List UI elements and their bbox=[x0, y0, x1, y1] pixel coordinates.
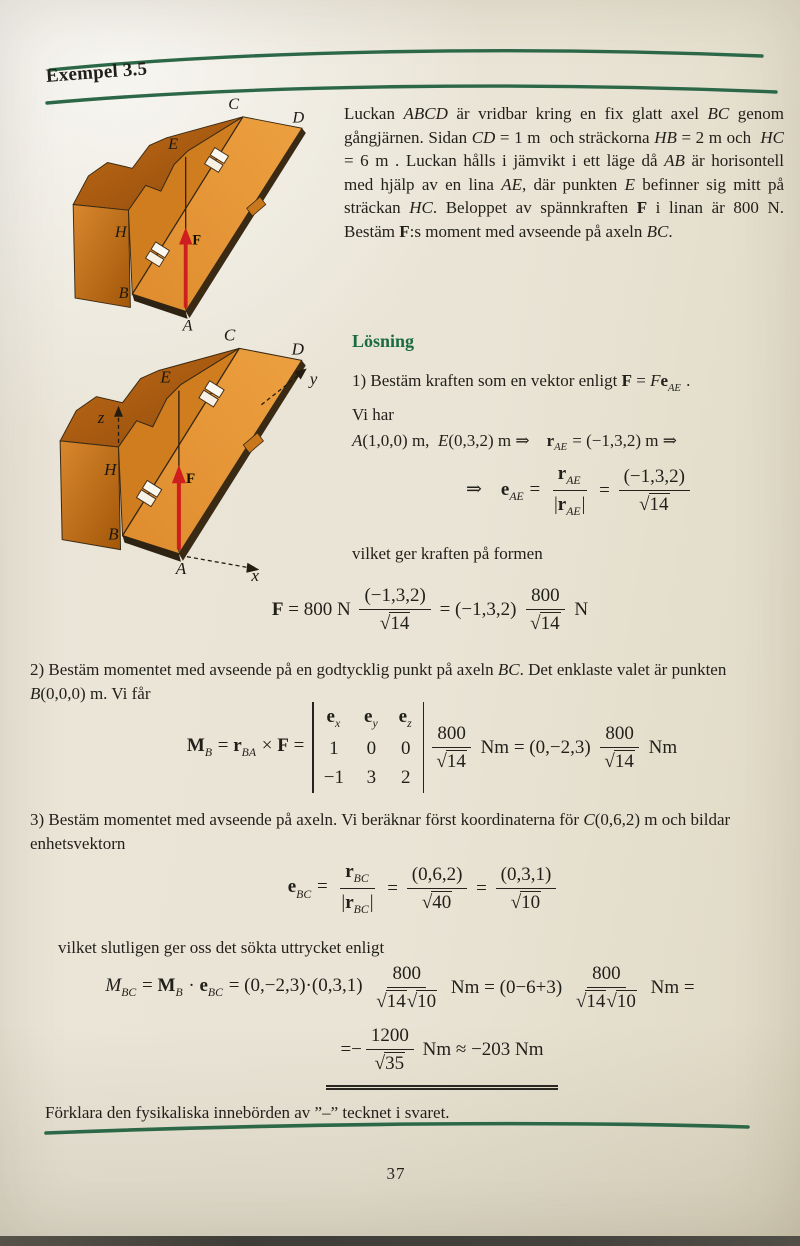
step1-line1: 1) Bestäm kraften som en vektor enligt $F = Fe_{AE}$ . bbox=[352, 371, 691, 394]
fraction-denominator: √10 bbox=[510, 892, 541, 914]
eq-tail: Nm bbox=[643, 736, 678, 758]
label-z-axis: z bbox=[97, 407, 105, 427]
solution-step-2: 2) Bestäm momentet med avseende på en godtycklig punkt på axeln BC. Det enklaste valet är punkten B(0,0,0) m. Vi får bbox=[30, 660, 731, 703]
fraction-numerator: $r_{AE}$ bbox=[553, 462, 587, 491]
fraction bbox=[359, 584, 430, 636]
equation-unit-vector-eBC bbox=[24, 860, 800, 918]
eq-tail: Nm = bbox=[645, 976, 695, 998]
fraction-numerator: 800 bbox=[432, 722, 471, 748]
solution-step-1 bbox=[352, 368, 784, 461]
eq-equals: = bbox=[382, 878, 403, 900]
bottom-rule bbox=[46, 1124, 748, 1133]
fraction-numerator: (−1,3,2) bbox=[619, 465, 690, 491]
fraction bbox=[366, 1024, 414, 1076]
fraction bbox=[571, 962, 642, 1014]
matrix-cell: 1 bbox=[329, 738, 339, 760]
equation-moment-MBC bbox=[0, 962, 800, 1014]
eq-mid: = (−1,3,2) bbox=[434, 598, 522, 620]
fraction bbox=[371, 962, 442, 1014]
x-axis bbox=[187, 557, 249, 568]
equation-moment-MB bbox=[32, 702, 800, 793]
eq-mid: Nm = (0,−2,3) bbox=[475, 736, 596, 758]
label-H: H bbox=[104, 460, 117, 480]
photo-bottom-edge bbox=[0, 1236, 800, 1246]
matrix-cell: $e_z$ bbox=[398, 706, 412, 731]
fraction-vector-over-sqrt14 bbox=[619, 465, 690, 517]
fraction-denominator: √14 bbox=[604, 750, 634, 772]
label-D: D bbox=[291, 339, 304, 359]
final-result-underlined bbox=[326, 1024, 557, 1090]
fraction-denominator: √35 bbox=[374, 1052, 405, 1074]
label-C: C bbox=[228, 95, 240, 114]
equation-force-F bbox=[30, 584, 800, 636]
fraction-denominator: √14 bbox=[379, 612, 410, 634]
fraction-denominator: √14√10 bbox=[376, 990, 437, 1012]
fraction-numerator: (−1,3,2) bbox=[359, 584, 430, 610]
equation-unit-vector-eAE bbox=[380, 462, 780, 520]
eq-tail: N bbox=[569, 598, 589, 620]
fraction-denominator: $|r_{BC}|$ bbox=[341, 892, 374, 917]
fraction-denominator: √40 bbox=[421, 892, 452, 914]
step1-line2: Vi har bbox=[352, 404, 394, 424]
fraction bbox=[336, 860, 378, 918]
label-D: D bbox=[292, 108, 305, 127]
footer-question: Förklara den fysikaliska innebörden av ”–” tecknet i svaret. bbox=[45, 1103, 450, 1122]
eq-equals: = bbox=[594, 480, 615, 502]
label-E: E bbox=[160, 367, 171, 387]
fraction bbox=[599, 722, 639, 774]
eq-lead: $M_B = r_{BA} \times F$ = bbox=[186, 735, 310, 760]
matrix-cell: 2 bbox=[400, 767, 411, 789]
eq-mid: Nm = (0−6+3) bbox=[446, 976, 567, 998]
eq-equals: = bbox=[471, 878, 492, 900]
fraction-denominator: √14 bbox=[639, 494, 669, 516]
fraction-numerator: 1200 bbox=[366, 1024, 414, 1050]
fraction-rAE-over-norm bbox=[549, 462, 590, 520]
equation-final-result bbox=[42, 1024, 800, 1090]
label-F: F bbox=[192, 232, 202, 249]
fraction-denominator: √14√10 bbox=[575, 990, 636, 1012]
matrix-cell: $e_y$ bbox=[364, 706, 378, 731]
matrix-cell: 3 bbox=[366, 767, 377, 789]
eq-lead: F = 800 N bbox=[271, 598, 356, 620]
text-slutligen: vilket slutligen ger oss det sökta uttrycket enligt bbox=[58, 938, 385, 957]
problem-statement: Luckan ABCD är vridbar kring en fix glatt axel BC genom gångjärnen. Sidan CD = 1 m och sträckorna HB = 2 m och HC = 6 m . Luckan hålls i jämvikt i ett läge då AB är horisontell med hjälp av en lina AE, där punkten E befinner sig mitt på sträckan HC. Beloppet av spännkraften F i linan är 800 N. Bestäm F:s moment med avseende på axeln BC. bbox=[344, 104, 789, 241]
matrix-cell: −1 bbox=[323, 767, 344, 789]
step1-line3: A(1,0,0) m, E(0,3,2) m ⇒ $r_{AE} = (-1,3,2)$ m ⇒ bbox=[352, 430, 678, 454]
solution-heading: Lösning bbox=[352, 331, 415, 351]
label-B: B bbox=[108, 524, 119, 544]
matrix-bar-right bbox=[423, 702, 425, 793]
fraction-numerator: 800 bbox=[526, 584, 565, 610]
eq-lead: =− bbox=[340, 1038, 362, 1060]
eq-lead: ⇒ $e_{AE}$ = bbox=[466, 478, 545, 504]
fraction-numerator: 800 bbox=[587, 962, 626, 988]
fraction bbox=[407, 863, 468, 915]
solution-step-3: 3) Bestäm momentet med avseende på axeln. Vi beräknar först koordinaterna för C(0,6,2) m och bildar enhetsvektorn bbox=[30, 810, 735, 853]
hatch-wall-shape bbox=[73, 117, 306, 319]
label-H: H bbox=[114, 222, 127, 241]
fraction-numerator: 800 bbox=[387, 962, 426, 988]
label-C: C bbox=[223, 325, 236, 345]
label-A: A bbox=[175, 558, 187, 578]
eq-lead: $e_{BC}$ = bbox=[287, 876, 333, 901]
fraction bbox=[496, 863, 557, 915]
matrix-cell: $e_x$ bbox=[326, 706, 341, 731]
fraction-denominator: $|r_{AE}|$ bbox=[553, 494, 586, 519]
page-number: 37 bbox=[386, 1164, 406, 1183]
eq-tail: Nm ≈ −203 Nm bbox=[417, 1038, 544, 1060]
fraction-denominator: √14 bbox=[436, 750, 466, 772]
fraction-denominator: √14 bbox=[530, 612, 560, 634]
label-F: F bbox=[185, 471, 196, 488]
matrix-grid bbox=[314, 702, 423, 793]
fraction bbox=[525, 584, 565, 636]
matrix-cell: 0 bbox=[366, 738, 377, 760]
page-title: Exempel 3.5 bbox=[45, 58, 148, 87]
label-A: A bbox=[182, 316, 193, 335]
fraction bbox=[431, 722, 471, 774]
determinant-matrix bbox=[312, 702, 424, 793]
fraction-numerator: (0,3,1) bbox=[496, 863, 557, 889]
text-kraften: vilket ger kraften på formen bbox=[352, 544, 543, 563]
fraction-numerator: (0,6,2) bbox=[407, 863, 468, 889]
hatch-wall-shape bbox=[60, 348, 306, 561]
fraction-numerator: 800 bbox=[600, 722, 639, 748]
label-x-axis: x bbox=[251, 565, 259, 582]
label-E: E bbox=[168, 135, 179, 154]
top-rule-1 bbox=[50, 51, 762, 70]
label-B: B bbox=[118, 283, 129, 302]
figure-hatch-diagram-1 bbox=[52, 92, 348, 338]
eq-lead: $M_{BC} = M_B \cdot e_{BC} = (0,-2,3)\cdot(0,3,1)$ bbox=[105, 975, 368, 1000]
figure-hatch-diagram-2 bbox=[38, 322, 350, 582]
fraction-numerator: $r_{BC}$ bbox=[340, 860, 374, 889]
label-y-axis: y bbox=[309, 369, 318, 389]
matrix-cell: 0 bbox=[400, 738, 411, 760]
